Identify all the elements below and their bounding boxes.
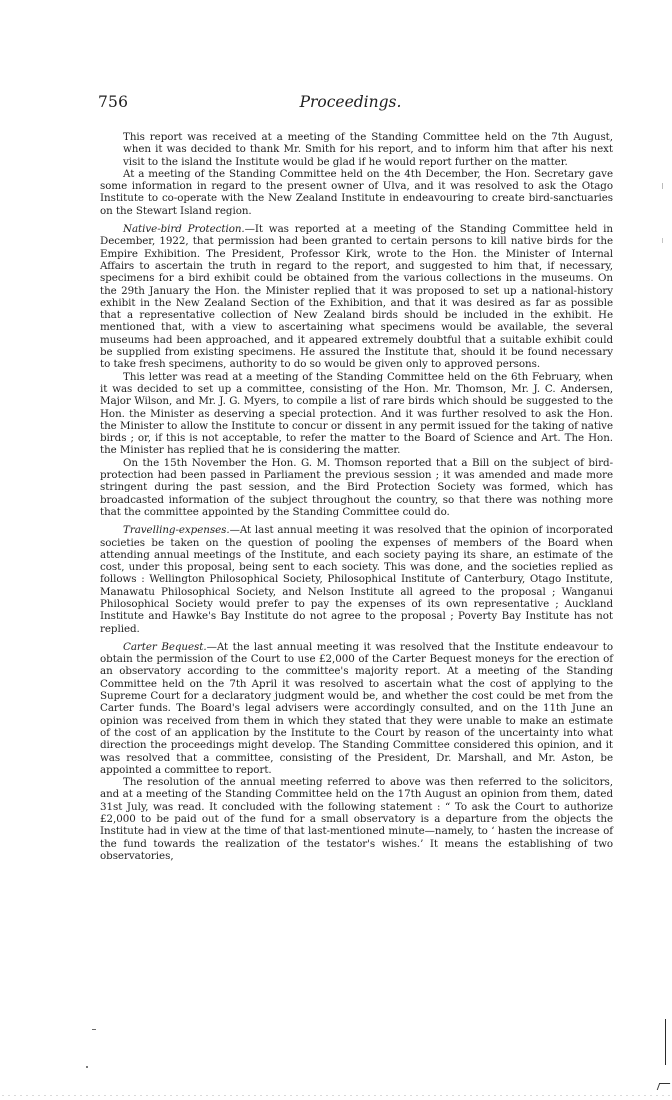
- body-text: [100, 131, 613, 862]
- paragraph-text: —It was reported at a meeting of the Standing Committee held in December, 1922, that permission had been granted to certain persons to kill native birds for the Empire Exhibition. The President, Professor Kirk, wrote to the Hon. the Minister of Internal Affairs to ascertain the truth in regard to the report, and suggested to him that, if necessary, specimens for a bird exhibit could be obtained from the various collections in the museums. On the 29th January the Hon. the Minister replied that it was proposed to set up a national-history exhibit in the New Zealand Section of the Exhibition, and that it was desired as far as possible that a representative collection of New Zealand birds should be included in the exhibit. He mentioned that, with a view to ascertaining what specimens would be available, the several museums had been approached, and it appeared extremely doubtful that a suitable exhibit could be supplied from existing specimens. He assured the Institute that, should it be found necessary to take fresh specimens, authority to do so would be given only to approved persons.: [100, 223, 613, 371]
- paragraph-text: This letter was read at a meeting of the Standing Committee held on the 6th February, when it was decided to set up a committee, consisting of the Hon. Mr. Thomson, Mr. J. C. Andersen, Major Wilson, and Mr. J. G. Myers, to compile a list of rare birds which should be suggested to the Hon. the Minister as deserving a special protection. And it was further resolved to ask the Hon. the Minister to allow the Institute to concur or dissent in any permit issued for the taking of native birds ; or, if this is not acceptable, to refer the matter to the Board of Science and Art. The Hon. the Minister has replied that he is considering the matter.: [100, 370, 613, 457]
- paragraph-text: At a meeting of the Standing Committee held on the 4th December, the Hon. Secretary gave some information in regard to the present owner of Ulva, and it was resolved to ask the Otago Institute to co-operate with the New Zealand Institute in endeavouring to create bird-sanctuaries on the Stewart Island region.: [100, 167, 613, 217]
- scan-mark: [92, 1029, 96, 1030]
- paragraph-text: On the 15th November the Hon. G. M. Thomson reported that a Bill on the subject of bird-protection had been passed in Parliament the previous session ; it was amended and made more stringent during the past session, and the Bird Protection Society was formed, which has broadcasted information of the subject throughout the country, so that there was nothing more that the committee appointed by the Standing Committee could do.: [100, 456, 613, 518]
- section-lead: Native-bird Protection.: [123, 223, 245, 236]
- running-head: Proceedings.: [299, 93, 402, 111]
- paragraph-carter-bequest: [100, 641, 613, 776]
- binding-edge-line: [665, 1019, 666, 1065]
- scan-mark: [657, 1083, 671, 1090]
- page-bottom-edge: [0, 1095, 672, 1096]
- section-lead: Travelling-expenses.: [123, 524, 230, 537]
- scan-mark: [662, 183, 663, 189]
- paragraph-bird-protection-bill: [100, 457, 613, 518]
- paragraph-native-bird-protection: [100, 223, 613, 371]
- page-number: 756: [98, 93, 129, 111]
- paragraph-travelling-expenses: [100, 524, 613, 635]
- paragraph-text: The resolution of the annual meeting referred to above was then referred to the solicitors, and at a meeting of the Standing Committee held on the 17th August an opinion from them, dated 31st July, was read. It concluded with the following statement : “ To ask the Court to authorize £2,000 to be paid out of the fund for a small observatory is a departure from the objects the Institute had in view at the time of that last-mentioned minute—namely, to ‘ hasten the increase of the fund towards the realization of the testator's wishes.’ It means the establishing of two observatories,: [100, 776, 613, 862]
- paragraph-solicitors-opinion: [100, 776, 613, 862]
- paragraph-text: —At the last annual meeting it was resolved that the Institute endeavour to obtain the permission of the Court to use £2,000 of the Carter Bequest moneys for the erection of an observatory according to the committee's majority report. At a meeting of the Standing Committee held on the 7th April it was resolved to ascertain what the cost of applying to the Supreme Court for a declaratory judgment would be, and whether the cost could be met from the Carter funds. The Board's legal advisers were accordingly consulted, and on the 11th June an opinion was received from them in which they stated that they were unable to make an estimate of the cost of an application by the Institute to the Court by reason of the uncertainty into what direction the proceedings might develop. The Standing Committee considered this opinion, and it was resolved that a committee, consisting of the President, Dr. Marshall, and Mr. Aston, be appointed a committee to report.: [100, 640, 613, 776]
- paragraph-letter-read: [100, 371, 613, 457]
- scan-mark: [662, 238, 663, 243]
- paragraph-text: —At last annual meeting it was resolved that the opinion of incorporated societies be taken on the question of pooling the expenses of members of the Board when attending annual meetings of the Institute, and each society paying its share, an estimate of the cost, under this proposal, being sent to each society. This was done, and the societies replied as follows : Wellington Philosophical Society, Philosophical Institute of Canterbury, Otago Institute, Manawatu Philosophical Society, and Nelson Institute all agreed to the proposal ; Wanganui Philosophical Society would prefer to pay the expenses of its own representative ; Auckland Institute and Hawke's Bay Institute do not agree to the proposal ; Poverty Bay Institute has not replied.: [100, 524, 613, 635]
- page-header: [98, 93, 603, 117]
- paragraph-report-received: [100, 131, 613, 168]
- paragraph-text: This report was received at a meeting of the Standing Committee held on the 7th August, when it was decided to thank Mr. Smith for his report, and to inform him that after his next visit to the island the Institute would be glad if he would report further on the matter.: [123, 131, 613, 168]
- scan-mark: [86, 1066, 88, 1068]
- section-lead: Carter Bequest.: [123, 640, 207, 653]
- paragraph-ulva: [100, 168, 613, 217]
